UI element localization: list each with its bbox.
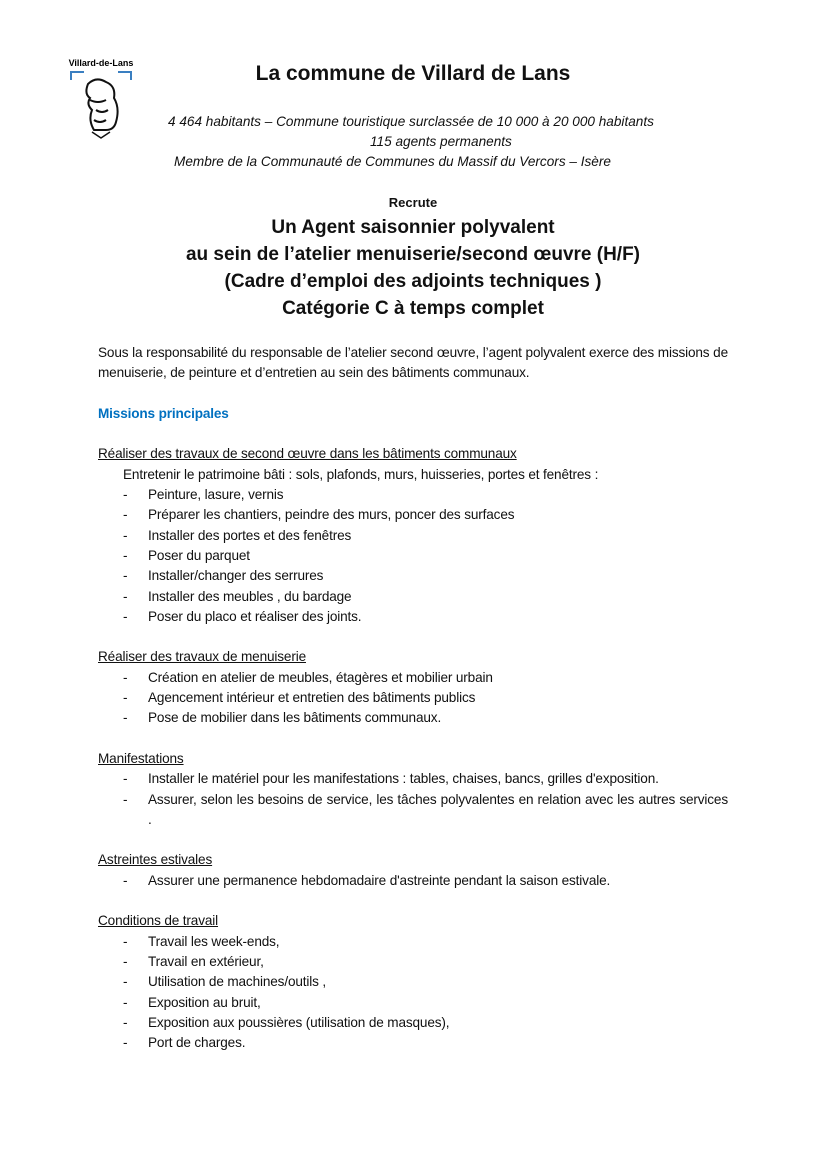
list-item-text: Exposition au bruit, bbox=[148, 994, 261, 1010]
dash-bullet-icon: - bbox=[123, 547, 128, 563]
list-item-text: Utilisation de machines/outils , bbox=[148, 974, 327, 990]
list-item bbox=[98, 952, 728, 972]
section-intro: Entretenir le patrimoine bâti : sols, plafonds, murs, huisseries, portes et fenêtres : bbox=[123, 466, 599, 482]
dash-bullet-icon: - bbox=[123, 1014, 128, 1030]
list-item bbox=[98, 1013, 728, 1033]
section-heading: Manifestations bbox=[98, 750, 184, 766]
dash-bullet-icon: - bbox=[123, 507, 128, 523]
list-item bbox=[98, 972, 728, 992]
list-item-text: Installer le matériel pour les manifestations : tables, chaises, bancs, grilles d'exposition. bbox=[148, 771, 659, 787]
list-item-text: Installer/changer des serrures bbox=[148, 568, 324, 584]
dash-bullet-icon: - bbox=[123, 994, 128, 1010]
dash-bullet-icon: - bbox=[123, 872, 128, 888]
job-title-line: au sein de l’atelier menuiserie/second œuvre (H/F) bbox=[185, 244, 641, 265]
document-body bbox=[98, 343, 728, 1074]
job-title-line: Un Agent saisonnier polyvalent bbox=[271, 217, 555, 238]
intro-paragraph: Sous la responsabilité du responsable de l’atelier second œuvre, l’agent polyvalent exerce des missions de menuiserie, de peinture et d’entretien au sein des bâtiments communaux. bbox=[98, 345, 728, 381]
dash-bullet-icon: - bbox=[123, 527, 128, 543]
sections bbox=[98, 444, 728, 1053]
dash-bullet-icon: - bbox=[123, 1035, 128, 1051]
list-item bbox=[98, 485, 728, 505]
list-item-text: Peinture, lasure, vernis bbox=[148, 487, 284, 503]
list-item-text: Agencement intérieur et entretien des bâtiments publics bbox=[148, 690, 476, 706]
list-item bbox=[98, 993, 728, 1013]
list-item-text: Port de charges. bbox=[148, 1035, 246, 1051]
list-item bbox=[98, 607, 728, 627]
list-item bbox=[98, 566, 728, 586]
svg-text:Villard-de-Lans: Villard-de-Lans bbox=[68, 58, 134, 68]
missions-heading: Missions principales bbox=[98, 405, 229, 421]
dash-bullet-icon: - bbox=[123, 588, 128, 604]
list-item-text: Travail les week-ends, bbox=[148, 933, 280, 949]
dash-bullet-icon: - bbox=[123, 608, 128, 624]
list-item-text: Travail en extérieur, bbox=[148, 953, 264, 969]
list-item-text: Assurer, selon les besoins de service, les tâches polyvalentes en relation avec les autres services . bbox=[148, 791, 728, 827]
list-item bbox=[98, 708, 728, 728]
section-heading: Réaliser des travaux de menuiserie bbox=[98, 649, 306, 665]
list-item bbox=[98, 546, 728, 566]
list-item-text: Exposition aux poussières (utilisation de masques), bbox=[148, 1014, 450, 1030]
section-heading: Réaliser des travaux de second œuvre dans les bâtiments communaux bbox=[98, 446, 517, 462]
recrute-label: Recrute bbox=[388, 195, 438, 210]
list-item-text: Poser du parquet bbox=[148, 547, 250, 563]
section-heading: Astreintes estivales bbox=[98, 852, 213, 868]
dash-bullet-icon: - bbox=[123, 669, 128, 685]
dash-bullet-icon: - bbox=[123, 791, 128, 807]
agents-info: 115 agents permanents bbox=[370, 134, 512, 149]
job-title-line: Catégorie C à temps complet bbox=[282, 298, 544, 319]
list-item bbox=[98, 769, 728, 789]
job-title-line: (Cadre d’emploi des adjoints techniques ) bbox=[224, 271, 602, 292]
community-info: Membre de la Communauté de Communes du Massif du Vercors – Isère bbox=[174, 154, 611, 169]
list-item-text: Poser du placo et réaliser des joints. bbox=[148, 608, 362, 624]
list-item-text: Préparer les chantiers, peindre des murs, poncer des surfaces bbox=[148, 507, 515, 523]
commune-logo bbox=[66, 50, 136, 142]
section bbox=[98, 647, 728, 728]
dash-bullet-icon: - bbox=[123, 710, 128, 726]
list-item-text: Installer des meubles , du bardage bbox=[148, 588, 352, 604]
list-item bbox=[98, 505, 728, 525]
dash-bullet-icon: - bbox=[123, 974, 128, 990]
page-title: La commune de Villard de Lans bbox=[255, 62, 571, 85]
section bbox=[98, 444, 728, 627]
list-item bbox=[98, 668, 728, 688]
list-item-text: Assurer une permanence hebdomadaire d'astreinte pendant la saison estivale. bbox=[148, 872, 611, 888]
list-item bbox=[98, 871, 728, 891]
list-item bbox=[98, 932, 728, 952]
list-item-text: Installer des portes et des fenêtres bbox=[148, 527, 352, 543]
dash-bullet-icon: - bbox=[123, 568, 128, 584]
list-item bbox=[98, 526, 728, 546]
dash-bullet-icon: - bbox=[123, 771, 128, 787]
population-info: 4 464 habitants – Commune touristique surclassée de 10 000 à 20 000 habitants bbox=[168, 114, 654, 129]
list-item bbox=[98, 1033, 728, 1053]
list-item-text: Pose de mobilier dans les bâtiments communaux. bbox=[148, 710, 442, 726]
list-item bbox=[98, 790, 728, 831]
section bbox=[98, 850, 728, 891]
dash-bullet-icon: - bbox=[123, 933, 128, 949]
dash-bullet-icon: - bbox=[123, 487, 128, 503]
section-heading: Conditions de travail bbox=[98, 913, 219, 929]
dash-bullet-icon: - bbox=[123, 953, 128, 969]
list-item-text: Création en atelier de meubles, étagères et mobilier urbain bbox=[148, 669, 493, 685]
section bbox=[98, 749, 728, 830]
list-item bbox=[98, 587, 728, 607]
list-item bbox=[98, 688, 728, 708]
section bbox=[98, 911, 728, 1053]
dash-bullet-icon: - bbox=[123, 690, 128, 706]
